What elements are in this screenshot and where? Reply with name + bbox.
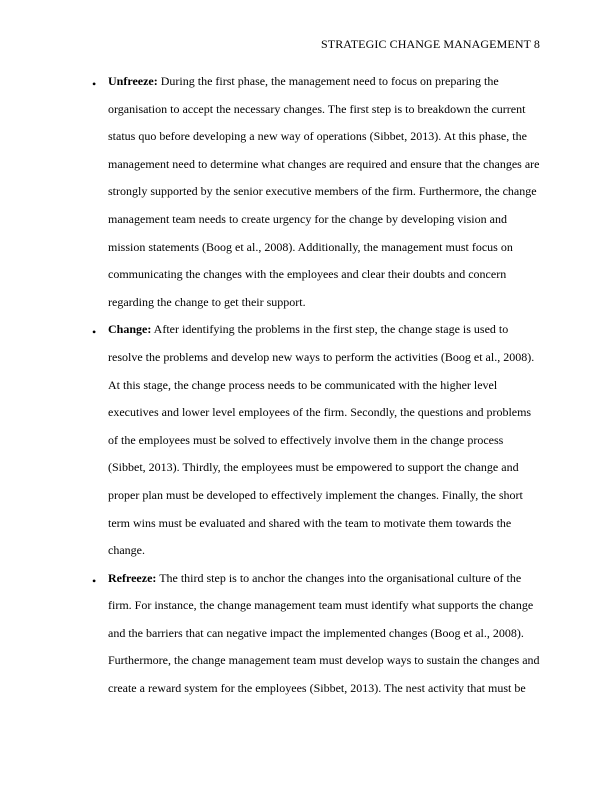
paragraph-line: mission statements (Boog et al., 2008). Additionally, the management must focus on <box>108 239 513 254</box>
paragraph-line: regarding the change to get their support. <box>108 294 306 309</box>
bullet-paragraph <box>108 316 540 564</box>
paragraph-line: organisation to accept the necessary changes. The first step is to breakdown the current <box>108 101 526 116</box>
bullet-term: Refreeze: <box>108 570 157 585</box>
bullet-dot-icon: • <box>92 325 97 340</box>
paragraph-line: (Sibbet, 2013). Thirdly, the employees must be empowered to support the change and <box>108 460 519 475</box>
paragraph-line: Refreeze: The third step is to anchor the changes into the organisational culture of the <box>108 570 522 585</box>
paragraph-line: resolve the problems and develop new ways to perform the activities (Boog et al., 2008). <box>108 349 535 364</box>
paragraph-line: create a reward system for the employees (Sibbet, 2013). The nest activity that must be <box>108 681 526 696</box>
bullet-unfreeze <box>92 68 540 316</box>
paragraph-line: management need to determine what changes are required and ensure that the changes are <box>108 156 540 171</box>
bullet-term: Unfreeze: <box>108 74 158 88</box>
paragraph-line: firm. For instance, the change management team must identify what supports the change <box>108 598 534 613</box>
paragraph-line: management team needs to create urgency for the change by developing vision and <box>108 211 507 226</box>
paragraph-line: strongly supported by the senior executive members of the firm. Furthermore, the change <box>108 184 537 199</box>
paragraph-line: Unfreeze: During the first phase, the management need to focus on preparing the <box>108 74 499 88</box>
paragraph-line: executives and lower level employees of the firm. Secondly, the questions and problems <box>108 405 532 420</box>
paragraph-line: change. <box>108 543 145 558</box>
bullet-dot-icon: • <box>92 573 97 588</box>
bullet-paragraph <box>108 68 540 316</box>
paragraph-line: and the barriers that can negative impact the implemented changes (Boog et al., 2008). <box>108 625 524 640</box>
paragraph-line: status quo before developing a new way of operations (Sibbet, 2013). At this phase, the <box>108 129 527 144</box>
bullet-dot-icon: • <box>92 77 97 91</box>
bullet-paragraph <box>108 565 540 703</box>
paragraph-line: communicating the changes with the employees and clear their doubts and concern <box>108 267 507 282</box>
running-head: STRATEGIC CHANGE MANAGEMENT 8 <box>320 37 540 51</box>
paragraph-line: term wins must be evaluated and shared with the team to motivate them towards the <box>108 515 512 530</box>
paragraph-line: proper plan must be developed to effectively implement the changes. Finally, the short <box>108 487 523 502</box>
paragraph-line: Change: After identifying the problems in the first step, the change stage is used to <box>108 322 509 337</box>
paragraph-line: At this stage, the change process needs to be communicated with the higher level <box>108 377 498 392</box>
bullet-change <box>92 316 540 564</box>
paragraph-line: Furthermore, the change management team must develop ways to sustain the changes and <box>108 653 540 668</box>
bullet-refreeze <box>92 565 540 703</box>
bullet-term: Change: <box>108 322 152 337</box>
bullet-list <box>92 68 540 703</box>
paragraph-line: of the employees must be solved to effectively involve them in the change process <box>108 432 504 447</box>
